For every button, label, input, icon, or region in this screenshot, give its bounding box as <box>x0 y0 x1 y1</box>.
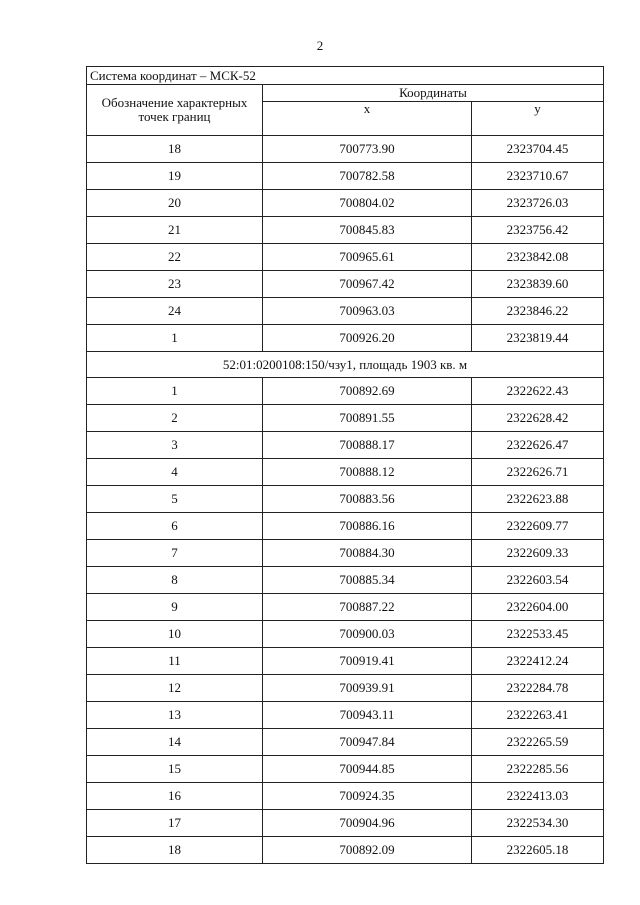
table-row <box>87 567 604 594</box>
x-coordinate-cell: 700939.91 <box>263 675 472 702</box>
table-row <box>87 163 604 190</box>
y-coordinate-cell: 2323726.03 <box>472 190 604 217</box>
x-coordinate-cell: 700888.17 <box>263 432 472 459</box>
y-coordinate-cell: 2323846.22 <box>472 298 604 325</box>
y-coordinate-cell: 2322609.33 <box>472 540 604 567</box>
table-row <box>87 136 604 163</box>
table-row <box>87 648 604 675</box>
table-row <box>87 837 604 864</box>
header-coordinates: Координаты <box>263 85 604 102</box>
table-row <box>87 621 604 648</box>
y-coordinate-cell: 2322534.30 <box>472 810 604 837</box>
x-coordinate-cell: 700919.41 <box>263 648 472 675</box>
point-number-cell: 6 <box>87 513 263 540</box>
y-coordinate-cell: 2322413.03 <box>472 783 604 810</box>
y-coordinate-cell: 2322265.59 <box>472 729 604 756</box>
header-y: у <box>472 102 604 136</box>
point-number-cell: 17 <box>87 810 263 837</box>
point-number-cell: 1 <box>87 325 263 352</box>
coordinates-table <box>86 66 604 864</box>
point-number-cell: 19 <box>87 163 263 190</box>
x-coordinate-cell: 700892.69 <box>263 378 472 405</box>
point-number-cell: 10 <box>87 621 263 648</box>
x-coordinate-cell: 700963.03 <box>263 298 472 325</box>
point-number-cell: 18 <box>87 837 263 864</box>
y-coordinate-cell: 2323704.45 <box>472 136 604 163</box>
y-coordinate-cell: 2322412.24 <box>472 648 604 675</box>
y-coordinate-cell: 2322622.43 <box>472 378 604 405</box>
x-coordinate-cell: 700883.56 <box>263 486 472 513</box>
y-coordinate-cell: 2322604.00 <box>472 594 604 621</box>
y-coordinate-cell: 2322623.88 <box>472 486 604 513</box>
x-coordinate-cell: 700943.11 <box>263 702 472 729</box>
x-coordinate-cell: 700944.85 <box>263 756 472 783</box>
point-number-cell: 5 <box>87 486 263 513</box>
table-row <box>87 702 604 729</box>
table-row <box>87 675 604 702</box>
point-number-cell: 13 <box>87 702 263 729</box>
x-coordinate-cell: 700782.58 <box>263 163 472 190</box>
coordinate-system-row <box>87 67 604 85</box>
table-row <box>87 513 604 540</box>
point-number-cell: 22 <box>87 244 263 271</box>
x-coordinate-cell: 700900.03 <box>263 621 472 648</box>
header-row <box>87 85 604 102</box>
point-number-cell: 11 <box>87 648 263 675</box>
table-row <box>87 325 604 352</box>
table-row <box>87 783 604 810</box>
point-number-cell: 20 <box>87 190 263 217</box>
x-coordinate-cell: 700924.35 <box>263 783 472 810</box>
coordinates-table-body <box>87 67 604 864</box>
x-coordinate-cell: 700926.20 <box>263 325 472 352</box>
x-coordinate-cell: 700967.42 <box>263 271 472 298</box>
point-number-cell: 15 <box>87 756 263 783</box>
table-row <box>87 298 604 325</box>
x-coordinate-cell: 700884.30 <box>263 540 472 567</box>
point-number-cell: 1 <box>87 378 263 405</box>
table-row <box>87 405 604 432</box>
point-number-cell: 8 <box>87 567 263 594</box>
y-coordinate-cell: 2323842.08 <box>472 244 604 271</box>
table-row <box>87 378 604 405</box>
table-row <box>87 217 604 244</box>
point-number-cell: 23 <box>87 271 263 298</box>
table-row <box>87 540 604 567</box>
y-coordinate-cell: 2323839.60 <box>472 271 604 298</box>
table-row <box>87 244 604 271</box>
y-coordinate-cell: 2322605.18 <box>472 837 604 864</box>
point-number-cell: 4 <box>87 459 263 486</box>
table-row <box>87 459 604 486</box>
x-coordinate-cell: 700891.55 <box>263 405 472 432</box>
point-number-cell: 18 <box>87 136 263 163</box>
x-coordinate-cell: 700804.02 <box>263 190 472 217</box>
y-coordinate-cell: 2322609.77 <box>472 513 604 540</box>
x-coordinate-cell: 700887.22 <box>263 594 472 621</box>
point-number-cell: 2 <box>87 405 263 432</box>
page-number: 2 <box>316 38 324 53</box>
y-coordinate-cell: 2323710.67 <box>472 163 604 190</box>
x-coordinate-cell: 700845.83 <box>263 217 472 244</box>
table-row <box>87 810 604 837</box>
table-row <box>87 190 604 217</box>
point-number-cell: 14 <box>87 729 263 756</box>
section-row <box>87 352 604 378</box>
x-coordinate-cell: 700773.90 <box>263 136 472 163</box>
y-coordinate-cell: 2322603.54 <box>472 567 604 594</box>
y-coordinate-cell: 2322628.42 <box>472 405 604 432</box>
point-number-cell: 16 <box>87 783 263 810</box>
y-coordinate-cell: 2322533.45 <box>472 621 604 648</box>
table-row <box>87 729 604 756</box>
y-coordinate-cell: 2322626.71 <box>472 459 604 486</box>
header-x: х <box>263 102 472 136</box>
x-coordinate-cell: 700947.84 <box>263 729 472 756</box>
section-title: 52:01:0200108:150/чзу1, площадь 1903 кв. м <box>87 352 604 378</box>
table-row <box>87 756 604 783</box>
point-number-cell: 12 <box>87 675 263 702</box>
y-coordinate-cell: 2322626.47 <box>472 432 604 459</box>
point-number-cell: 7 <box>87 540 263 567</box>
x-coordinate-cell: 700965.61 <box>263 244 472 271</box>
coordinate-system-label: Система координат – МСК-52 <box>87 67 604 85</box>
x-coordinate-cell: 700886.16 <box>263 513 472 540</box>
point-number-cell: 3 <box>87 432 263 459</box>
table-row <box>87 432 604 459</box>
point-number-cell: 9 <box>87 594 263 621</box>
y-coordinate-cell: 2323819.44 <box>472 325 604 352</box>
header-point-designation: Обозначение характерных точек границ <box>87 85 263 136</box>
point-number-cell: 24 <box>87 298 263 325</box>
x-coordinate-cell: 700904.96 <box>263 810 472 837</box>
y-coordinate-cell: 2323756.42 <box>472 217 604 244</box>
y-coordinate-cell: 2322285.56 <box>472 756 604 783</box>
y-coordinate-cell: 2322263.41 <box>472 702 604 729</box>
table-row <box>87 594 604 621</box>
table-row <box>87 271 604 298</box>
x-coordinate-cell: 700888.12 <box>263 459 472 486</box>
point-number-cell: 21 <box>87 217 263 244</box>
table-row <box>87 486 604 513</box>
y-coordinate-cell: 2322284.78 <box>472 675 604 702</box>
x-coordinate-cell: 700892.09 <box>263 837 472 864</box>
x-coordinate-cell: 700885.34 <box>263 567 472 594</box>
